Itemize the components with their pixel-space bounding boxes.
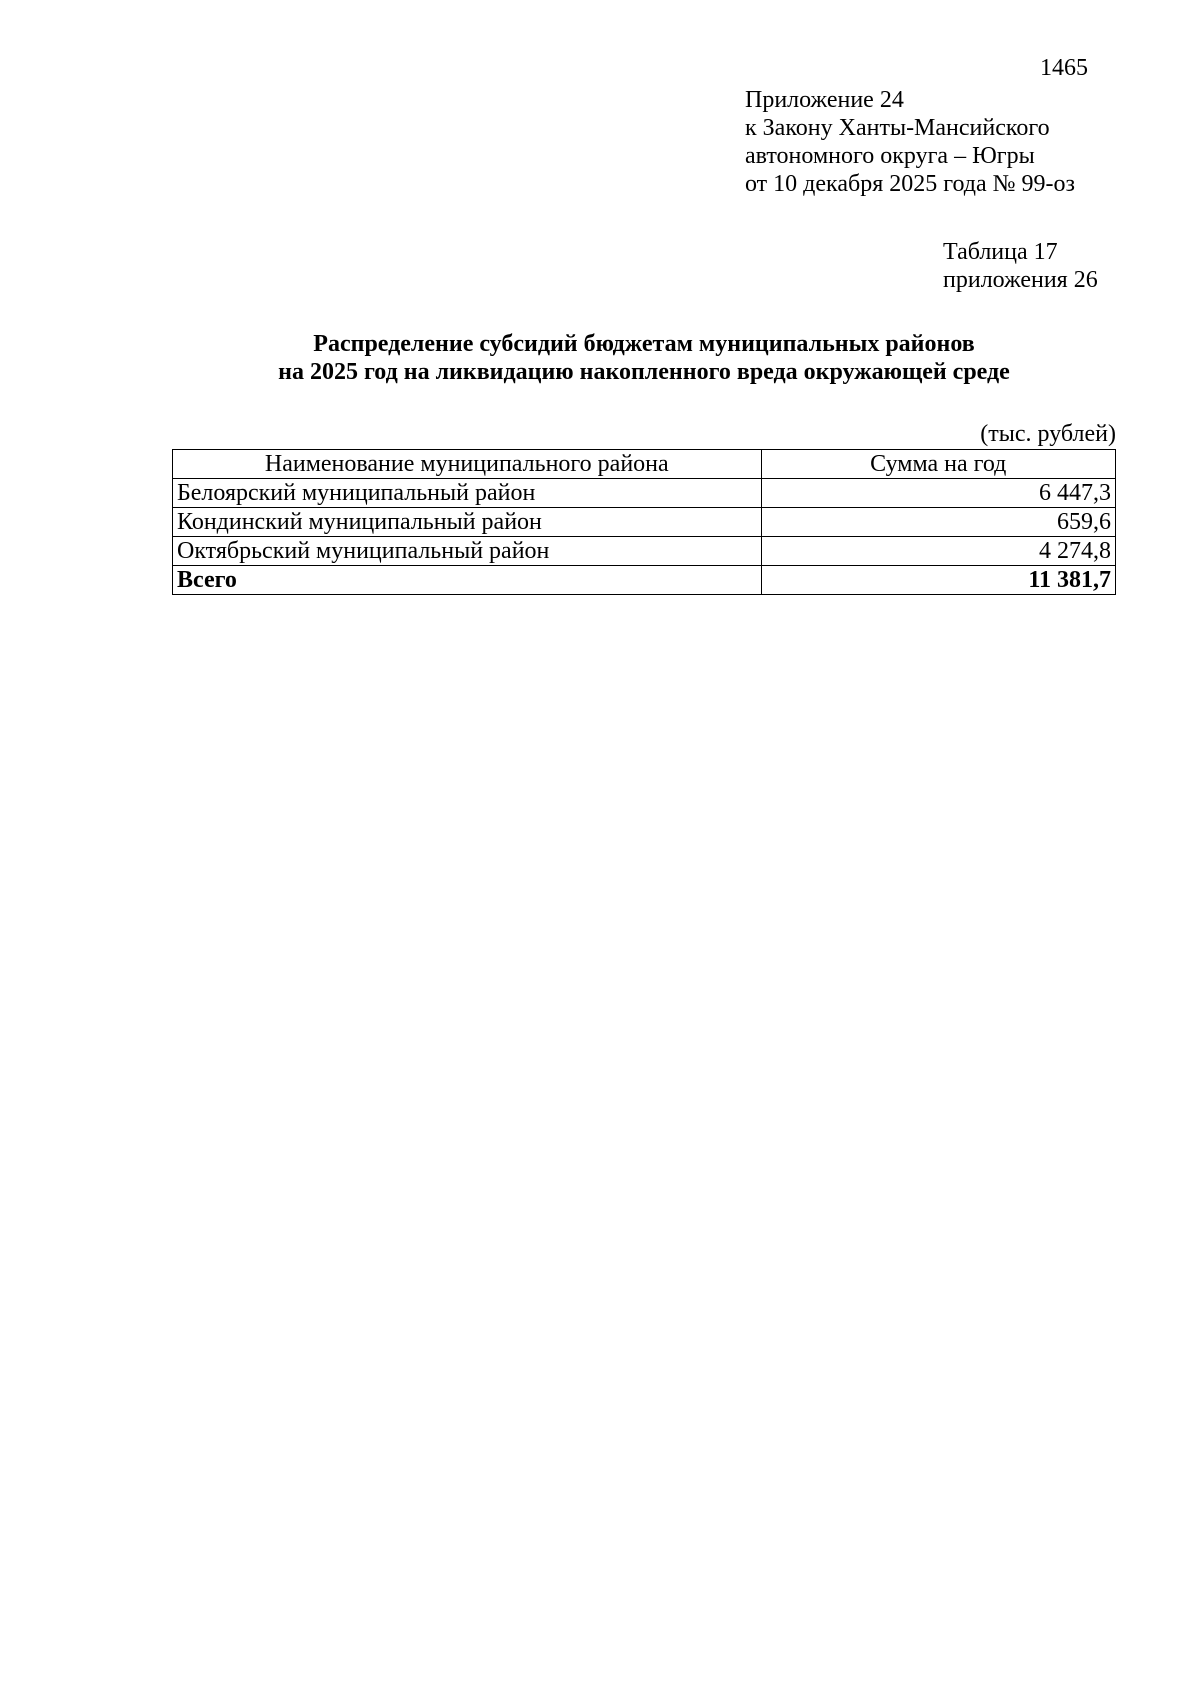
amount-cell: 659,6 [761,508,1115,537]
document-title [172,330,1116,386]
total-row [173,566,1116,595]
header-district-name: Наименование муниципального района [173,450,762,479]
total-amount-cell: 11 381,7 [761,566,1115,595]
table-reference [943,238,1098,294]
appendix-reference [745,86,1075,198]
table-row [173,479,1116,508]
amount-cell: 6 447,3 [761,479,1115,508]
total-label-cell: Всего [173,566,762,595]
title-line-1: Распределение субсидий бюджетам муниципальных районов [313,331,975,357]
table-row [173,537,1116,566]
table-row [173,508,1116,537]
appendix-line: автономного округа – Югры [745,143,1035,169]
appendix-line: к Закону Ханты-Мансийского [745,115,1050,141]
title-line-2: на 2025 год на ликвидацию накопленного вреда окружающей среде [278,359,1010,385]
page-number: 1465 [1040,55,1088,81]
units-label: (тыс. рублей) [980,421,1116,447]
subsidies-table [172,449,1116,595]
appendix-line: Приложение 24 [745,87,904,113]
district-name-cell: Кондинский муниципальный район [173,508,762,537]
table-ref-line: Таблица 17 [943,239,1058,265]
appendix-line: от 10 декабря 2025 года № 99-оз [745,171,1076,197]
district-name-cell: Белоярский муниципальный район [173,479,762,508]
district-name-cell: Октябрьский муниципальный район [173,537,762,566]
table-header-row [173,450,1116,479]
table-ref-line: приложения 26 [943,267,1098,293]
header-annual-amount: Сумма на год [761,450,1115,479]
amount-cell: 4 274,8 [761,537,1115,566]
